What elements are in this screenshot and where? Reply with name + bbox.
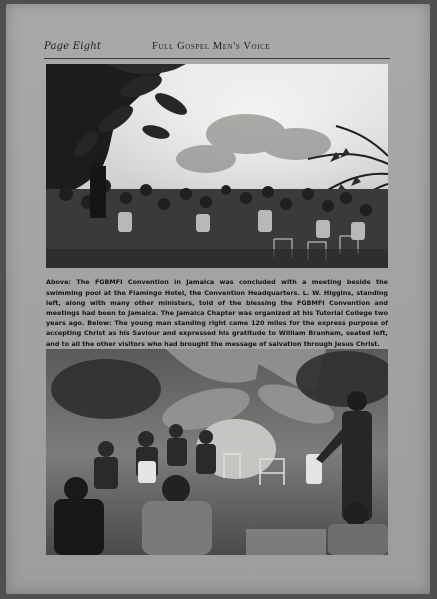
- magazine-title: Full Gospel Men's Voice: [152, 41, 271, 52]
- convention-photo: [46, 64, 388, 268]
- magazine-page: [6, 4, 430, 594]
- garden-meeting-photo: [46, 349, 388, 555]
- page-header: [44, 41, 394, 57]
- header-rule: [44, 58, 390, 59]
- convention-photo-image: [46, 64, 388, 268]
- garden-meeting-photo-image: [46, 349, 388, 555]
- photo-caption: Above: The FGBMFI Convention in Jamaica was concluded with a meeting beside the swimming pool at the Flamingo Hotel, the Convention Headquarters. L. W. Higgins, standing left, along with many other ministers, told of the blessing the FGBMFI Convention and meetings had been to Jamaica. The Jamaica Chapter was organized at his Tutorial College two years ago. Below: The young man standing right came 120 miles for the express purpose of accepting Christ as his Saviour and expressed his gratitude to William Branham, seated left, and to all the other visitors who had brought the message of salvation through Jesus Christ.: [46, 278, 388, 348]
- page-number: Page Eight: [44, 41, 102, 52]
